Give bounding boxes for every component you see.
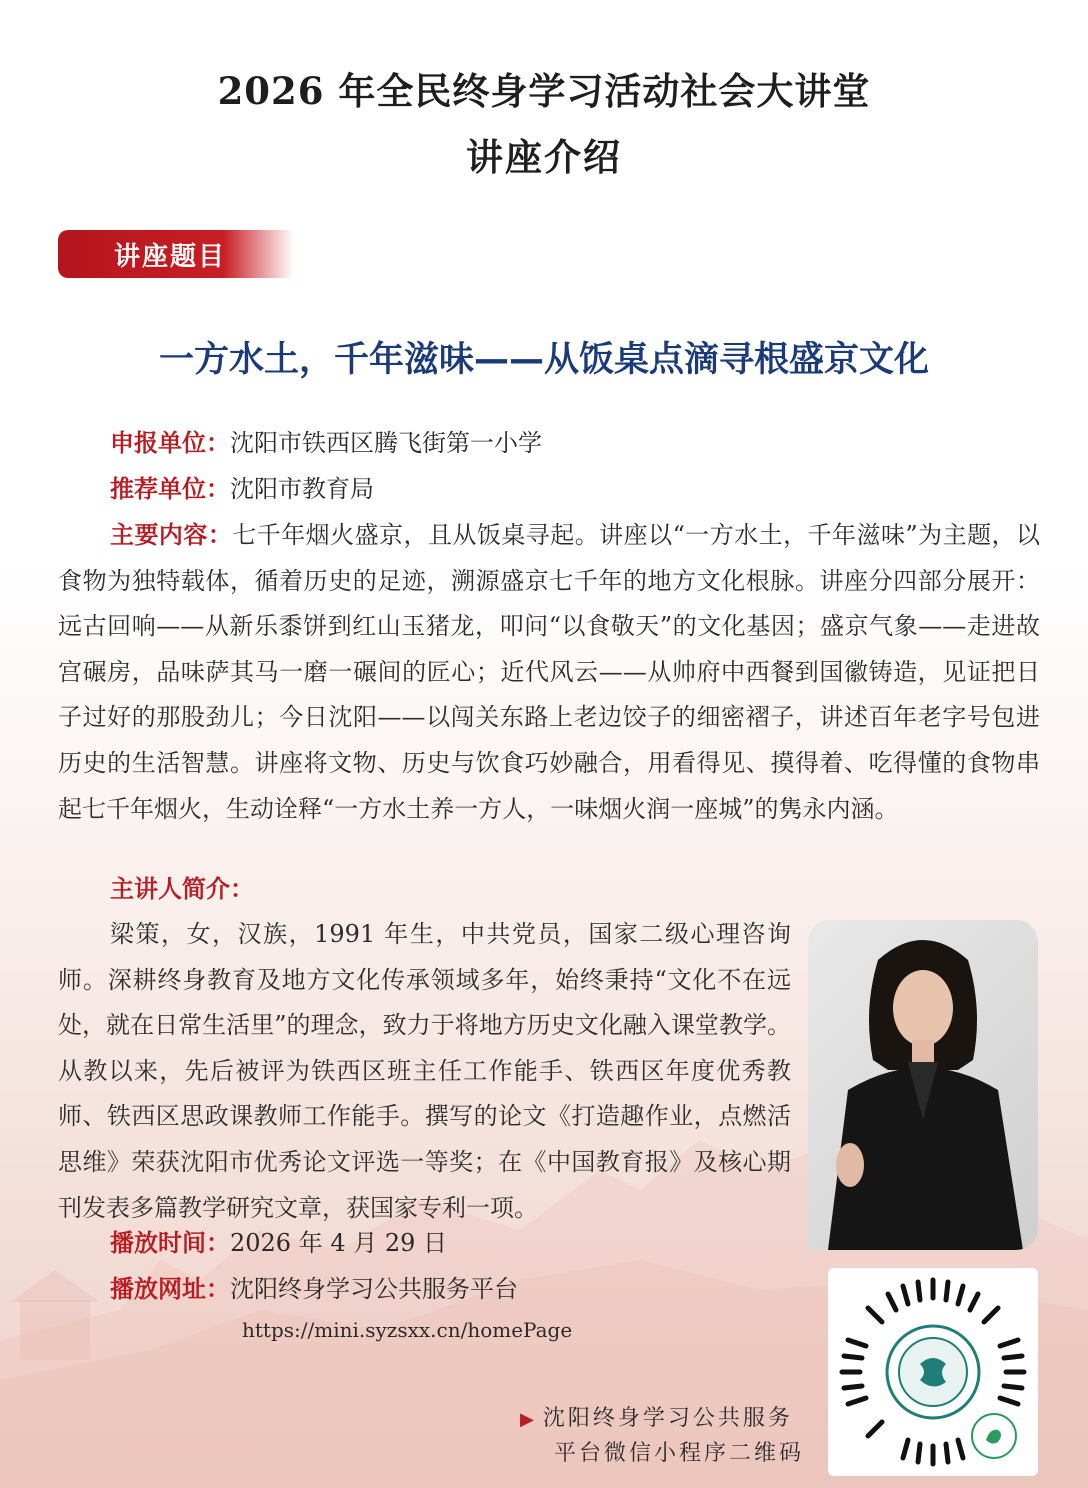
page-header <box>0 62 1088 186</box>
recommender-row <box>58 466 1043 512</box>
applicant-value: 沈阳市铁西区腾飞街第一小学 <box>230 429 542 457</box>
qr-caption-line2: 平台微信小程序二维码 <box>554 1441 805 1466</box>
arrow-icon: ▶ <box>520 1409 537 1430</box>
speaker-photo <box>808 920 1038 1250</box>
speaker-label: 主讲人简介： <box>110 875 254 903</box>
recommender-label: 推荐单位： <box>110 475 230 503</box>
section-tag <box>58 230 294 278</box>
applicant-row <box>58 420 1043 466</box>
qr-code[interactable] <box>828 1268 1038 1476</box>
broadcast-url-label: 播放网址： <box>110 1275 230 1303</box>
speaker-bio: 梁策，女，汉族，1991 年生，中共党员，国家二级心理咨询师。深耕终身教育及地方文化传承领域多年，始终秉持“文化不在远处，就在日常生活里”的理念，致力于将地方历史文化融入课堂教学。从教以来，先后被评为铁西区班主任工作能手、铁西区年度优秀教师、铁西区思政课教师工作能手。撰写的论文《打造趣作业，点燃活思维》荣获沈阳市优秀论文评选一等奖；在《中国教育报》及核心期刊发表多篇教学研究文章，获国家专利一项。 <box>58 920 791 1222</box>
broadcast-time-label: 播放时间： <box>110 1229 230 1257</box>
recommender-value: 沈阳市教育局 <box>230 475 374 503</box>
lecture-title: 一方水土，千年滋味——从饭桌点滴寻根盛京文化 <box>158 340 929 380</box>
broadcast-time-value: 2026 年 4 月 29 日 <box>230 1229 448 1257</box>
speaker-row <box>58 866 1043 912</box>
page-subtitle: 讲座介绍 <box>466 135 622 179</box>
applicant-label: 申报单位： <box>110 429 230 457</box>
content-text: 七千年烟火盛京，且从饭桌寻起。讲座以“一方水土，千年滋味”为主题，以食物为独特载体，循着历史的足迹，溯源盛京七千年的地方文化根脉。讲座分四部分展开：远古回响——从新乐黍饼到红山玉猪龙，叩问“以食敬天”的文化基因；盛京气象——走进故宫碾房，品味萨其马一磨一碾间的匠心；近代风云——从帅府中西餐到国徽铸造，见证把日子过好的那股劲儿；今日沈阳——以闯关东路上老边饺子的细密褶子，讲述百年老字号包进历史的生活智慧。讲座将文物、历史与饮食巧妙融合，用看得见、摸得着、吃得懂的食物串起七千年烟火，生动诠释“一方水土养一方人，一味烟火润一座城”的隽永内涵。 <box>58 521 1040 823</box>
broadcast-url-link[interactable]: https://mini.syzsxx.cn/homePage <box>242 1318 573 1342</box>
section-tag-label: 讲座题目 <box>114 242 227 272</box>
content-label: 主要内容： <box>110 521 233 549</box>
qr-caption-line1: 沈阳终身学习公共服务 <box>542 1406 793 1431</box>
qr-caption <box>520 1402 804 1471</box>
page-title: 2026 年全民终身学习活动社会大讲堂 <box>217 69 871 113</box>
broadcast-platform-name: 沈阳终身学习公共服务平台 <box>230 1275 518 1303</box>
broadcast-time-row <box>58 1220 1043 1266</box>
content-paragraph <box>58 513 1040 832</box>
